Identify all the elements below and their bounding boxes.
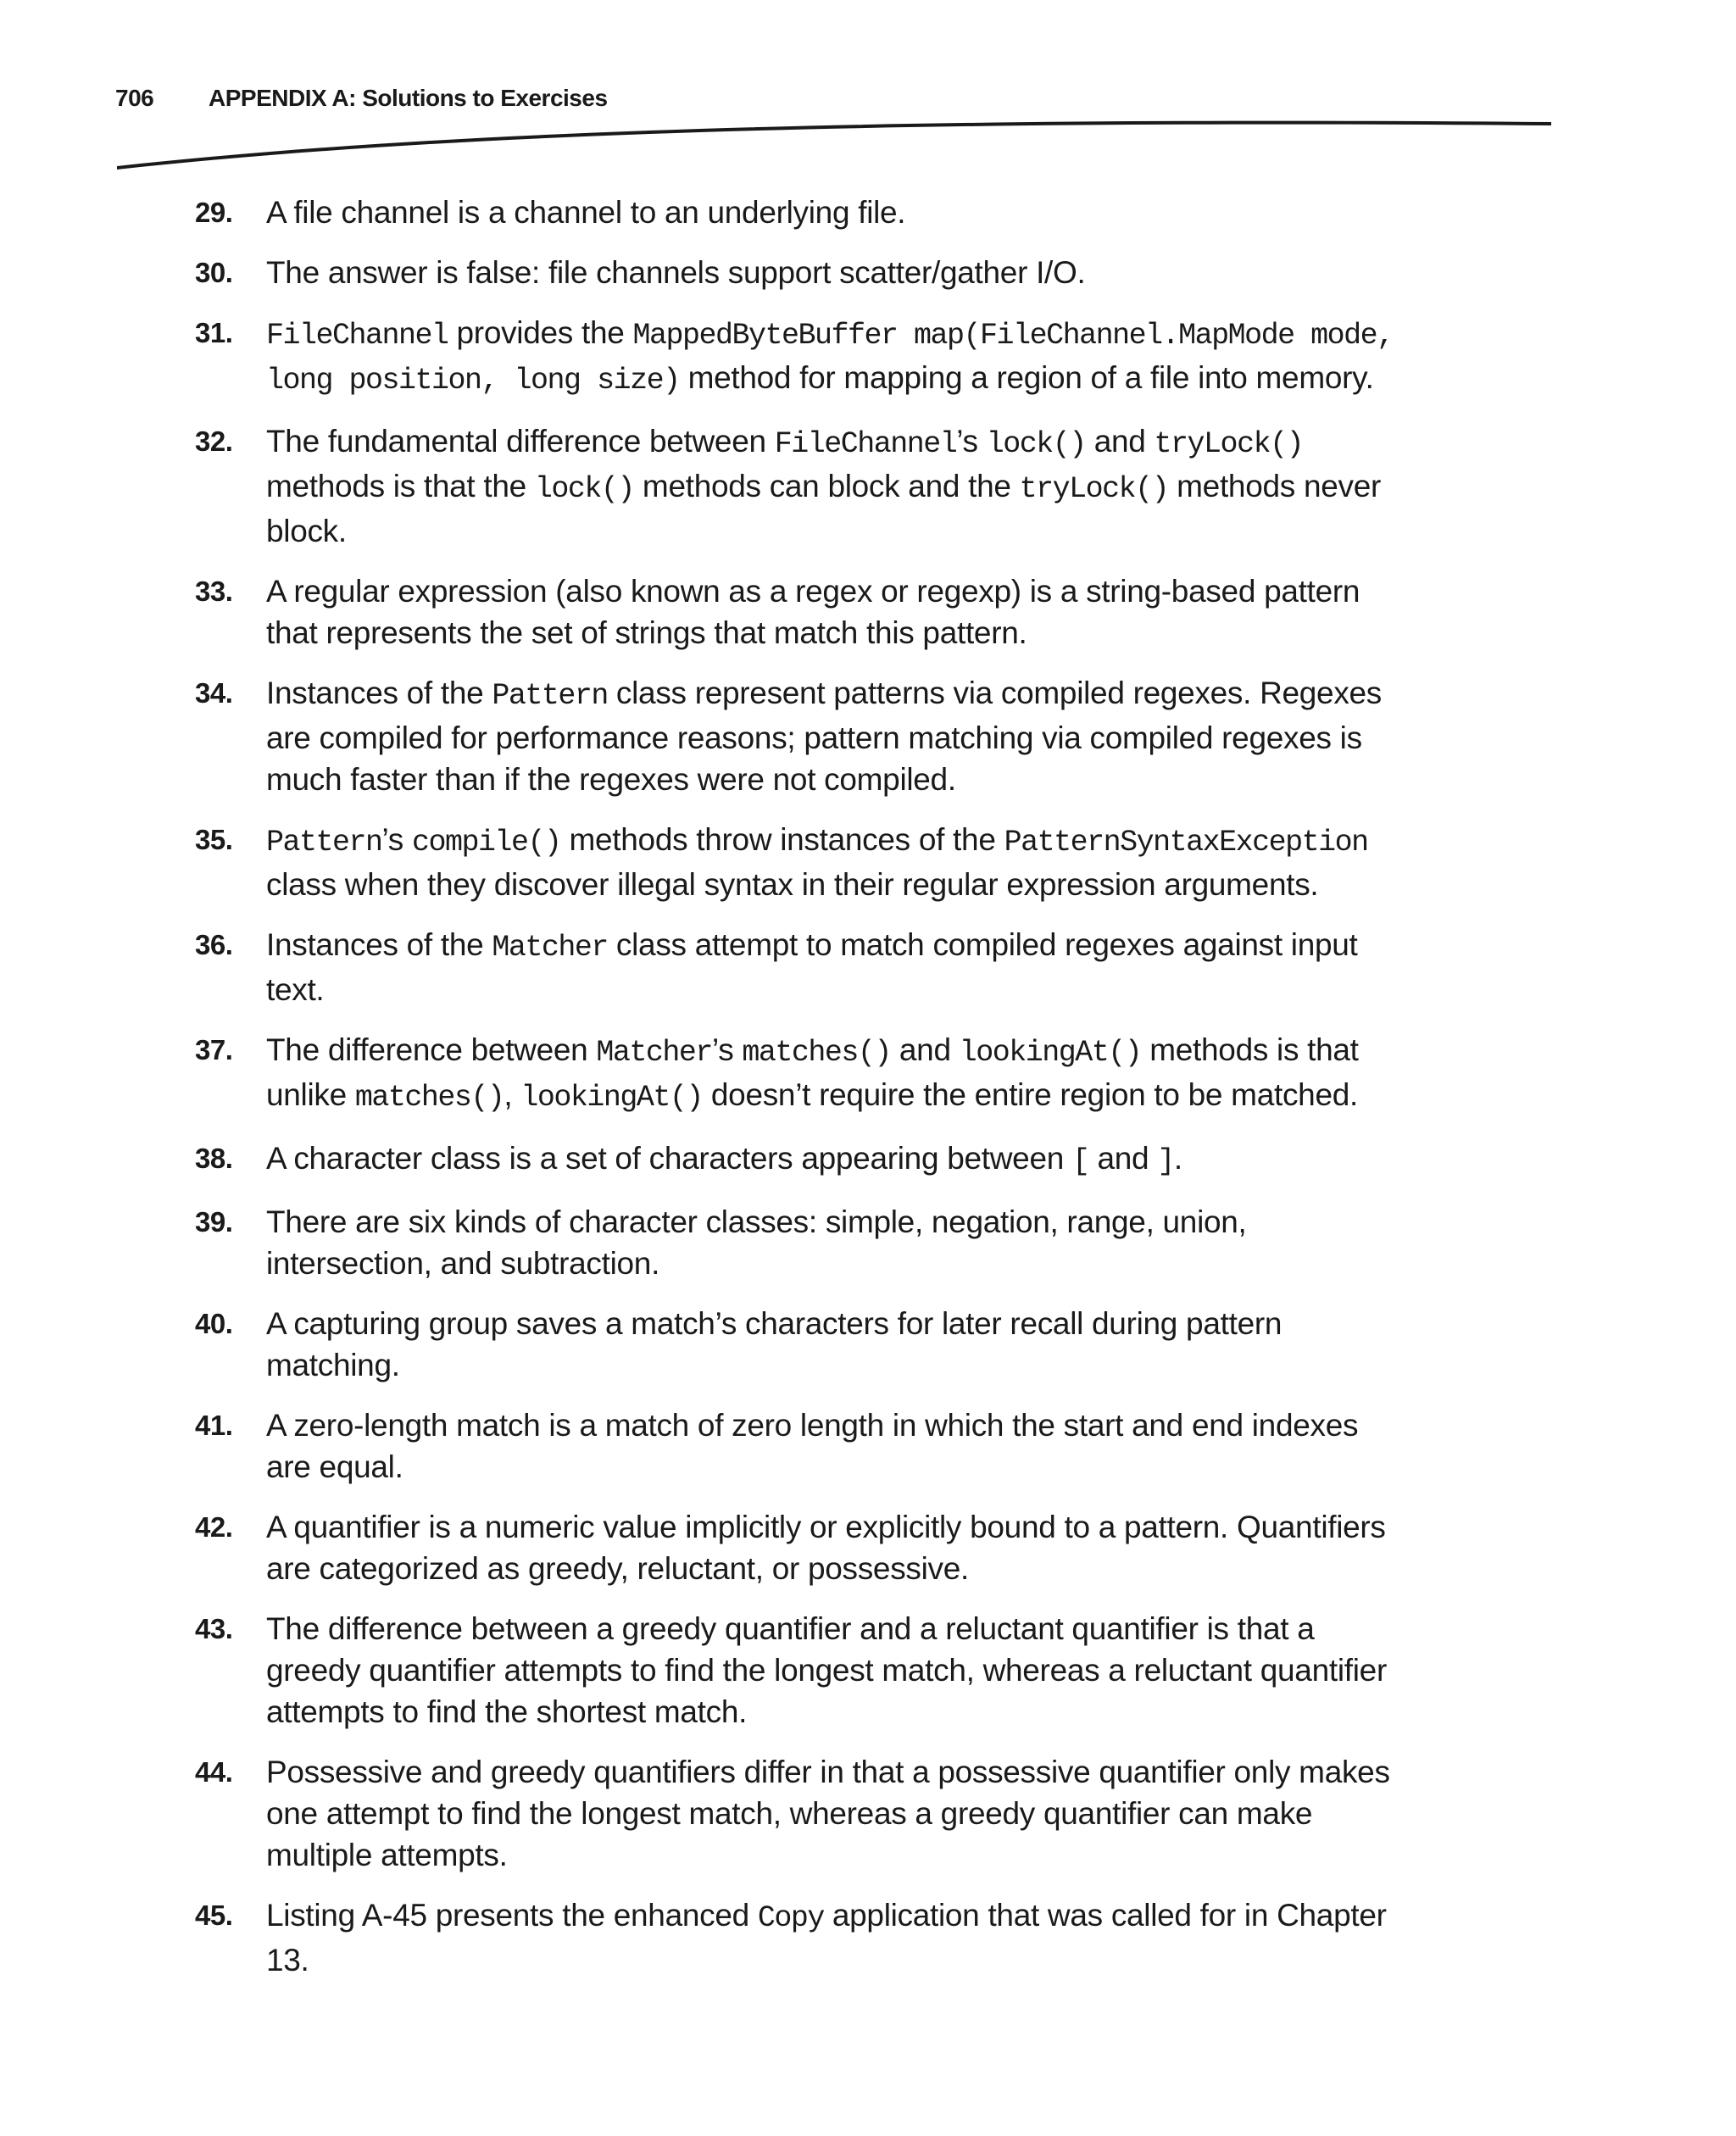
answer-text [266, 1201, 1399, 1284]
answer-number: 35. [195, 824, 233, 855]
answer-text [266, 1751, 1399, 1876]
text-span: methods is that the [266, 469, 535, 503]
code-span: Copy [757, 1901, 824, 1935]
page-number: 706 [115, 85, 154, 111]
answer-number: 34. [195, 677, 233, 709]
code-span: lock() [534, 472, 634, 506]
running-title: APPENDIX A: Solutions to Exercises [209, 85, 608, 111]
answer-text [266, 1138, 1399, 1182]
answer-number: 32. [195, 426, 233, 457]
code-span: Pattern [492, 679, 608, 713]
answer-text [266, 672, 1399, 800]
text-span: provides the [448, 315, 633, 350]
text-span: The difference between a greedy quantifier and a reluctant quantifier is that a greedy quantifier attempts to find the longest match, whereas a reluctant quantifier attempts to find the shortest match. [266, 1611, 1387, 1729]
answer-item [195, 1029, 1399, 1119]
text-span: methods can block and the [633, 469, 1020, 503]
answer-text [266, 1405, 1399, 1488]
text-span: A capturing group saves a match’s characters for later recall during pattern matching. [266, 1306, 1283, 1382]
code-span: matches() [742, 1036, 891, 1070]
answer-number: 41. [195, 1410, 233, 1441]
answer-text [266, 819, 1399, 905]
text-span: class when they discover illegal syntax in their regular expression arguments. [266, 867, 1319, 902]
answer-item [195, 1608, 1399, 1733]
text-span: ’s [956, 424, 987, 459]
code-span: FileChannel [774, 427, 957, 461]
text-span: ’s [381, 822, 412, 857]
text-span: Instances of the [266, 676, 492, 710]
code-span: Matcher [596, 1036, 712, 1070]
answer-text [266, 570, 1399, 654]
answer-item [195, 1751, 1399, 1876]
text-span: Instances of the [266, 927, 492, 962]
text-span: and [890, 1032, 960, 1067]
answer-item [195, 1894, 1399, 1981]
text-span: The fundamental difference between [266, 424, 775, 459]
answer-number: 45. [195, 1900, 233, 1931]
answer-item [195, 1506, 1399, 1589]
answer-item [195, 819, 1399, 905]
answer-number: 44. [195, 1756, 233, 1788]
answer-item [195, 672, 1399, 800]
answer-text [266, 1506, 1399, 1589]
text-span: application that was called for in Chapter 13. [266, 1898, 1387, 1977]
text-span: and [1085, 424, 1155, 459]
text-span: methods is that unlike [266, 1032, 1359, 1112]
answer-item [195, 1201, 1399, 1284]
text-span: method for mapping a region of a file into memory. [679, 360, 1374, 395]
answer-list [195, 192, 1399, 2000]
answer-text [266, 1894, 1399, 1981]
answer-text [266, 192, 1399, 233]
code-span: compile() [411, 826, 561, 859]
code-span: Matcher [492, 931, 608, 965]
answer-number: 37. [195, 1034, 233, 1065]
text-span: . [1173, 1141, 1182, 1176]
answer-item [195, 1405, 1399, 1488]
answer-item [195, 1303, 1399, 1386]
text-span: doesn’t require the entire region to be matched. [702, 1077, 1358, 1112]
answer-number: 30. [195, 257, 233, 288]
text-span: A zero-length match is a match of zero length in which the start and end indexes are equal. [266, 1408, 1359, 1484]
answer-item [195, 1138, 1399, 1182]
code-span: tryLock() [1154, 427, 1304, 461]
running-header [115, 81, 608, 115]
answer-number: 43. [195, 1613, 233, 1644]
answer-number: 38. [195, 1143, 233, 1174]
text-span: methods throw instances of the [560, 822, 1004, 857]
text-span: The difference between [266, 1032, 597, 1067]
answer-number: 42. [195, 1511, 233, 1543]
text-span: The answer is false: file channels support scatter/gather I/O. [266, 255, 1086, 290]
code-span: [ [1072, 1144, 1089, 1178]
text-span: There are six kinds of character classes: simple, negation, range, union, intersection, and subtraction. [266, 1204, 1247, 1281]
text-span: A character class is a set of characters appearing between [266, 1141, 1072, 1176]
answer-number: 36. [195, 929, 233, 960]
text-span: methods never block. [266, 469, 1381, 548]
text-span: A file channel is a channel to an underlying file. [266, 195, 906, 230]
answer-text [266, 1303, 1399, 1386]
text-span: ’s [711, 1032, 743, 1067]
code-span: PatternSyntaxException [1004, 826, 1368, 859]
text-span: A regular expression (also known as a regex or regexp) is a string-based pattern that represents the set of strings that match this pattern. [266, 574, 1360, 650]
answer-item [195, 192, 1399, 233]
code-span: Pattern [266, 826, 382, 859]
answer-item [195, 312, 1399, 402]
answer-text [266, 924, 1399, 1010]
text-span: , [504, 1077, 521, 1112]
code-span: MappedByteBuffer map(FileChannel.MapMode mode, long position, long size) [266, 319, 1394, 398]
answer-text [266, 1029, 1399, 1119]
code-span: lookingAt() [520, 1081, 703, 1115]
answer-item [195, 420, 1399, 552]
text-span: A quantifier is a numeric value implicitly or explicitly bound to a pattern. Quantifiers are categorized as greedy, reluctant, or possessive. [266, 1510, 1386, 1586]
text-span: class attempt to match compiled regexes against input text. [266, 927, 1358, 1007]
answer-number: 31. [195, 317, 233, 348]
answer-number: 39. [195, 1206, 233, 1238]
code-span: ] [1157, 1144, 1174, 1178]
answer-item [195, 924, 1399, 1010]
code-span: lookingAt() [959, 1036, 1142, 1070]
text-span: Possessive and greedy quantifiers differ in that a possessive quantifier only makes one attempt to find the longest match, whereas a greedy quantifier can make multiple attempts. [266, 1755, 1390, 1872]
code-span: lock() [986, 427, 1086, 461]
answer-text [266, 312, 1399, 402]
text-span: and [1088, 1141, 1158, 1176]
code-span: tryLock() [1019, 472, 1169, 506]
answer-text [266, 252, 1399, 293]
answer-text [266, 1608, 1399, 1733]
answer-item [195, 570, 1399, 654]
answer-item [195, 252, 1399, 293]
answer-number: 33. [195, 576, 233, 607]
code-span: matches() [354, 1081, 504, 1115]
code-span: FileChannel [266, 319, 448, 353]
answer-text [266, 420, 1399, 552]
answer-number: 40. [195, 1308, 233, 1339]
text-span: Listing A-45 presents the enhanced [266, 1898, 758, 1933]
answer-number: 29. [195, 197, 233, 228]
text-span: class represent patterns via compiled regexes. Regexes are compiled for performance reasons; pattern matching via compiled regexes is much faster than if the regexes were not compiled. [266, 676, 1383, 797]
